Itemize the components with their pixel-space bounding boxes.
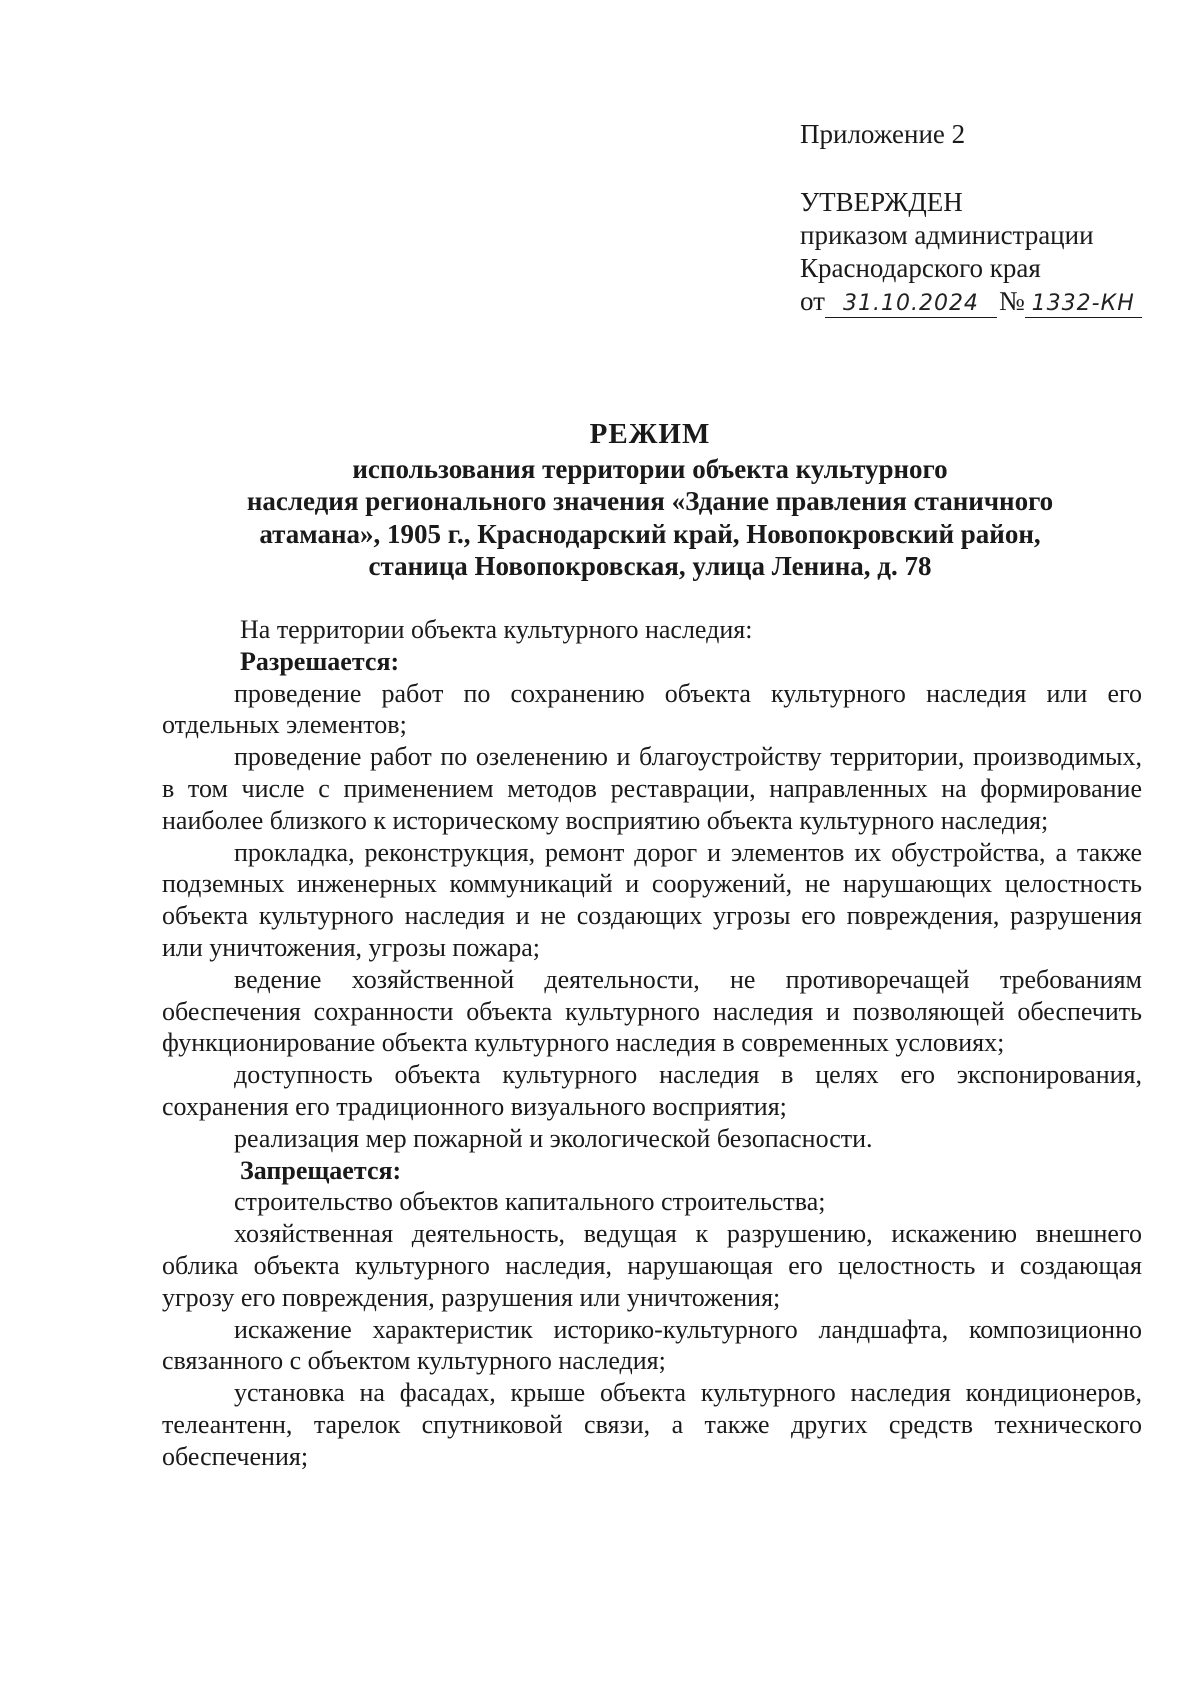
approval-block xyxy=(800,118,1142,318)
handwritten-order-date: 31.10.2024 xyxy=(825,291,997,318)
forbidden-heading: Запрещается: xyxy=(240,1155,402,1185)
document-subtitle-line: атамана», 1905 г., Краснодарский край, Новопокровский район, xyxy=(259,518,1041,549)
allowed-item: доступность объекта культурного наследия в целях его экспонирования, сохранения его традиционного визуального восприятия; xyxy=(162,1060,1142,1121)
approved-by-line-2: Краснодарского края xyxy=(800,253,1041,283)
document-title-block xyxy=(160,418,1140,583)
approved-by-line-1: приказом администрации xyxy=(800,220,1094,250)
document-subtitle-line: станица Новопокровская, улица Ленина, д. 78 xyxy=(368,551,932,581)
forbidden-item: хозяйственная деятельность, ведущая к разрушению, искажению внешнего облика объекта культурного наследия, нарушающая его целостность и создающая угрозу его повреждения, разрушения или уничтожения; xyxy=(162,1219,1142,1312)
from-prefix: от xyxy=(800,286,825,316)
allowed-item: проведение работ по сохранению объекта культурного наследия или его отдельных элементов; xyxy=(162,678,1142,740)
document-title: РЕЖИМ xyxy=(589,418,711,450)
allowed-item: проведение работ по озеленению и благоустройству территории, производимых, в том числе с применением методов реставрации, направленных на формирование наиболее близкого к историческому восприятию объекта культурного наследия; xyxy=(162,742,1142,835)
forbidden-item: искажение характеристик историко-культурного ландшафта, композиционно связанного с объектом культурного наследия; xyxy=(162,1314,1142,1376)
allowed-item: реализация мер пожарной и экологической безопасности. xyxy=(234,1123,873,1153)
allowed-heading: Разрешается: xyxy=(240,646,400,676)
document-body xyxy=(162,614,1142,1473)
number-sign: № xyxy=(998,286,1025,316)
allowed-item: ведение хозяйственной деятельности, не противоречащей требованиям обеспечения сохранности объекта культурного наследия и позволяющей обеспечить функционирование объекта культурного наследия в современных условиях; xyxy=(162,964,1142,1058)
forbidden-item: установка на фасадах, крыше объекта культурного наследия кондиционеров, телеантенн, тарелок спутниковой связи, а также других средств технического обеспечения; xyxy=(162,1378,1142,1471)
order-date-number-line xyxy=(800,285,1142,318)
document-subtitle-line: наследия регионального значения «Здание правления станичного xyxy=(246,486,1054,516)
appendix-label: Приложение 2 xyxy=(800,119,966,149)
forbidden-item: строительство объектов капитального строительства; xyxy=(234,1187,826,1217)
handwritten-order-number: 1332-КН xyxy=(1025,291,1142,318)
document-subtitle-line: использования территории объекта культурного xyxy=(352,453,948,484)
allowed-item: прокладка, реконструкция, ремонт дорог и элементов их обустройства, а также подземных инженерных коммуникаций и сооружений, не нарушающих целостность объекта культурного наследия и не создающих угрозы его повреждения, разрушения или уничтожения, угрозы пожара; xyxy=(162,837,1142,962)
intro-paragraph: На территории объекта культурного наследия: xyxy=(240,615,753,644)
approved-label: УТВЕРЖДЕН xyxy=(800,187,963,217)
